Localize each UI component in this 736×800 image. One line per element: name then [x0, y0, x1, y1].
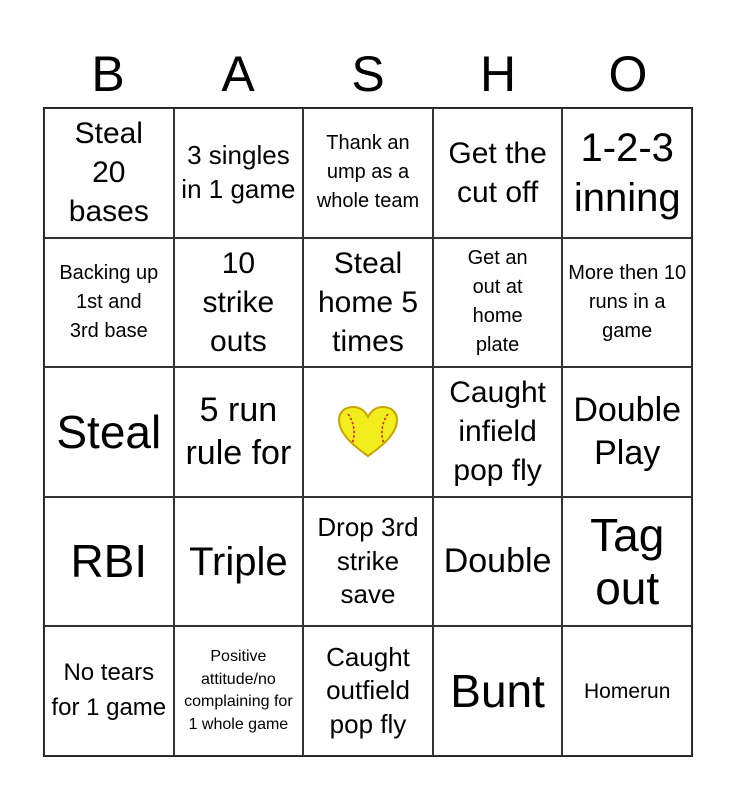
bingo-cell[interactable] [174, 497, 304, 627]
cell-text: Double Play [573, 391, 682, 472]
cell-text: Backing up 1st and 3rd base [59, 261, 159, 342]
bingo-grid [43, 107, 693, 757]
cell-text: Caught outfield pop fly [326, 641, 410, 740]
cell-text: Homerun [584, 679, 671, 703]
header-letter-b: B [91, 46, 125, 102]
header-letter-h: H [479, 46, 517, 102]
cell-text: Tag out [590, 508, 665, 614]
free-space-cell[interactable] [303, 367, 433, 497]
cell-text: Caught infield pop fly [449, 376, 546, 488]
bingo-cell[interactable] [303, 238, 433, 368]
bingo-cell[interactable] [433, 238, 563, 368]
bingo-cell[interactable] [562, 367, 692, 497]
header-letter-s: S [351, 46, 385, 102]
bingo-cell[interactable] [174, 367, 304, 497]
cell-text: Triple [189, 539, 288, 584]
header-letter-o: O [608, 46, 648, 102]
cell-text: 3 singles in 1 game [181, 140, 296, 204]
bingo-cell[interactable] [44, 367, 174, 497]
bingo-cell[interactable] [303, 626, 433, 756]
cell-text: Double [443, 542, 552, 581]
cell-text: 1-2-3 inning [573, 125, 681, 220]
cell-text: Bunt [450, 664, 545, 717]
bingo-cell[interactable] [174, 108, 304, 238]
cell-text: 5 run rule for [185, 391, 292, 472]
cell-text: 10 strike outs [202, 246, 275, 358]
bingo-cell[interactable] [44, 626, 174, 756]
bingo-cell[interactable] [303, 497, 433, 627]
bingo-cell[interactable] [562, 108, 692, 238]
cell-text: RBI [70, 535, 148, 588]
bingo-cell[interactable] [433, 497, 563, 627]
bingo-header [43, 40, 693, 108]
softball-heart-icon [336, 404, 400, 460]
bingo-cell[interactable] [433, 108, 563, 238]
bingo-cell[interactable] [433, 367, 563, 497]
bingo-cell[interactable] [303, 108, 433, 238]
bingo-cell[interactable] [562, 626, 692, 756]
bingo-cell[interactable] [44, 108, 174, 238]
bingo-cell[interactable] [174, 626, 304, 756]
cell-text: Steal 20 bases [68, 117, 149, 229]
header-letter-a: A [221, 46, 255, 102]
cell-text: More then 10 runs in a game [568, 261, 687, 342]
cell-text: Get an out at home plate [467, 247, 528, 357]
bingo-cell[interactable] [433, 626, 563, 756]
cell-text: Thank an ump as a whole team [316, 132, 420, 213]
cell-text: Steal [56, 405, 162, 458]
bingo-cell[interactable] [562, 497, 692, 627]
cell-text: Drop 3rd strike save [317, 511, 419, 610]
cell-text: Steal home 5 times [317, 246, 419, 358]
bingo-cell[interactable] [174, 238, 304, 368]
bingo-cell[interactable] [562, 238, 692, 368]
bingo-cell[interactable] [44, 238, 174, 368]
cell-text: Get the cut off [448, 136, 547, 209]
cell-text: No tears for 1 game [51, 659, 167, 722]
bingo-cell[interactable] [44, 497, 174, 627]
cell-text: Positive attitude/no complaining for 1 whole game [184, 648, 293, 733]
